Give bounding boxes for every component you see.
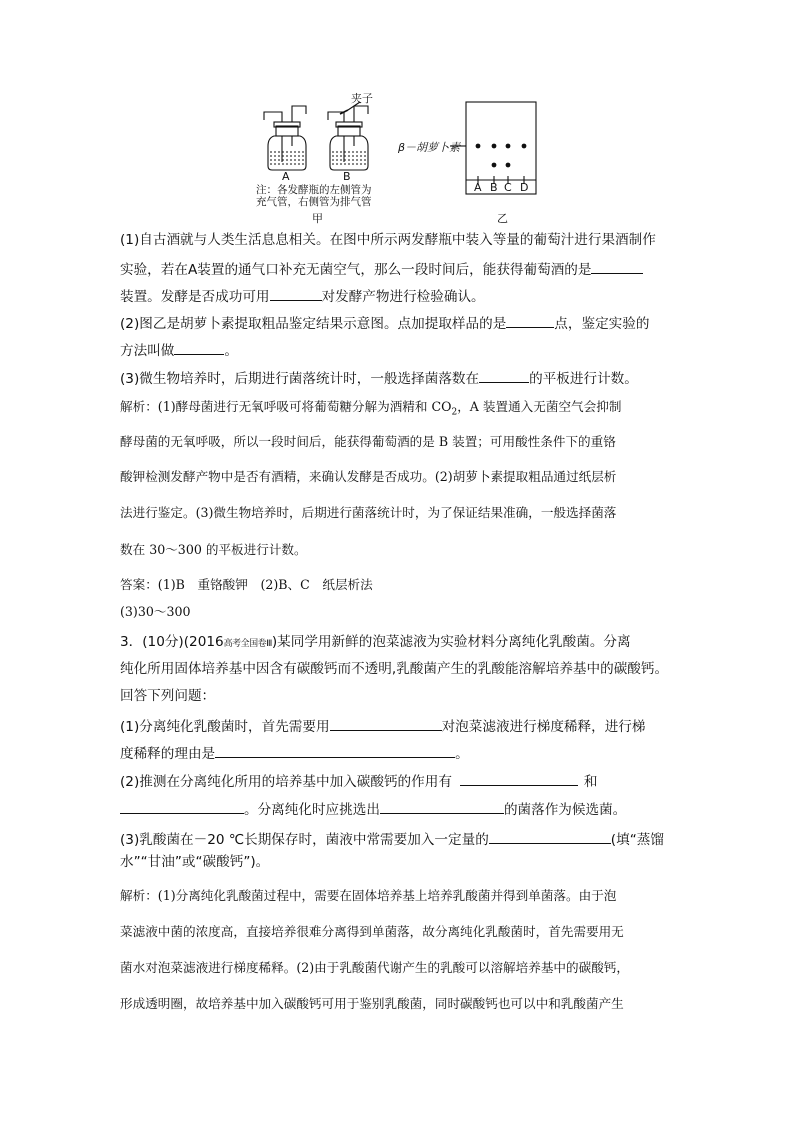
q3-line-2: 纯化所用固体培养基中因含有碳酸钙而不透明,乳酸菌产生的乳酸能溶解培养基中的碳酸钙。 — [120, 661, 669, 677]
q3-heading — [120, 632, 680, 654]
q1-line-4-text-b: 点，鉴定实验的 — [554, 316, 650, 332]
q3-line-6 — [120, 770, 680, 792]
q1-line-6 — [120, 367, 680, 389]
q1-line-2 — [120, 258, 680, 280]
q3-line-8-a: (3)乳酸菌在－20 ℃长期保存时，菌液中常需要加入一定量的 — [120, 832, 489, 848]
lane-label-d: D — [520, 181, 529, 194]
q3-line-6-b: 和 — [583, 774, 598, 790]
answer-blank — [479, 367, 529, 383]
q3-line-7-a: 。分离纯化时应挑选出 — [244, 802, 380, 818]
analysis1-line-1-a: 解析：(1)酵母菌进行无氧呼吸可将葡萄糖分解为酒精和 CO — [120, 399, 452, 414]
q3-line-4 — [120, 715, 680, 737]
beta-carotene-label: β－胡萝卜素 — [398, 141, 461, 154]
q3-line-5-a: 度稀释的理由是 — [120, 746, 216, 762]
q3-line-9: 水”“甘油”或“碳酸钙”)。 — [120, 854, 270, 870]
analysis2-line-4: 形成透明圈，故培养基中加入碳酸钙可用于鉴别乳酸菌，同时碳酸钙也可以中和乳酸菌产生 — [120, 996, 624, 1011]
clip-label: 夹子 — [351, 92, 373, 105]
answer-blank — [215, 742, 455, 758]
q1-line-2-text: 实验，若在A装置的通气口补充无菌空气，那么一段时间后，能获得葡萄酒的是 — [120, 262, 592, 278]
answer1-line-2: (3)30～300 — [120, 604, 191, 619]
figure-note — [256, 184, 396, 208]
q3-source: 高考全国卷Ⅲ — [223, 639, 272, 649]
bottle-a-label: A — [282, 170, 290, 183]
q3-heading-a: 3．(10分)(2016 — [120, 634, 224, 650]
q3-line-3: 回答下列问题： — [120, 688, 216, 704]
q3-line-4-b: 对泡菜滤液进行梯度稀释，进行梯 — [441, 719, 646, 735]
lane-label-a: A — [474, 181, 482, 194]
answer-blank — [506, 312, 554, 328]
q1-line-5-text-b: 。 — [224, 343, 238, 359]
analysis1-line-1 — [120, 397, 680, 423]
analysis1-line-5: 数在 30～300 的平板进行计数。 — [120, 542, 307, 557]
analysis2-line-3: 菌水对泡菜滤液进行梯度稀释。(2)由于乳酸菌代谢产生的乳酸可以溶解培养基中的碳酸钙， — [120, 960, 629, 975]
q1-line-6-text-a: (3)微生物培养时，后期进行菌落统计时，一般选择菌落数在 — [120, 371, 480, 387]
co2-subscript: 2 — [451, 407, 458, 418]
answer-blank — [460, 770, 578, 786]
analysis1-line-1-b: ，A 装置通入无菌空气会抑制 — [457, 399, 622, 414]
analysis1-line-2: 酵母菌的无氧呼吸，所以一段时间后，能获得葡萄酒的是 B 装置；可用酸性条件下的重铬 — [120, 434, 616, 449]
q1-line-5-text-a: 方法叫做 — [120, 343, 175, 359]
q1-line-5 — [120, 339, 680, 361]
q3-line-5 — [120, 742, 680, 764]
q3-line-6-a: (2)推测在分离纯化所用的培养基中加入碳酸钙的作用有 — [120, 774, 452, 790]
spot-c-impurity — [506, 163, 511, 168]
answer-blank — [489, 828, 611, 844]
spot-a-beta — [476, 144, 481, 149]
q1-line-4-text-a: (2)图乙是胡萝卜素提取粗品鉴定结果示意图。点加提取样品的是 — [120, 316, 507, 332]
figure-caption-b: 乙 — [497, 212, 508, 225]
answer-blank — [591, 258, 643, 274]
analysis1-line-4: 法进行鉴定。(3)微生物培养时，后期进行菌落统计时，为了保证结果准确，一般选择菌落 — [120, 505, 617, 520]
q1-line-3-text-b: 对发酵产物进行检验确认。 — [321, 289, 485, 305]
experiment-figure — [250, 92, 550, 225]
fermentation-bottle-b — [328, 102, 368, 170]
q3-line-7 — [120, 798, 680, 820]
q3-heading-b: )某同学用新鲜的泡菜滤液为实验材料分离纯化乳酸菌。分离 — [271, 634, 631, 650]
fermentation-bottle-a — [264, 106, 306, 170]
spot-d-beta — [522, 144, 527, 149]
figure-caption-a: 甲 — [312, 212, 323, 225]
answer-blank — [174, 339, 224, 355]
analysis2-line-2: 菜滤液中菌的浓度高，直接培养很难分离得到单菌落，故分离纯化乳酸菌时，首先需要用无 — [120, 924, 624, 939]
q3-line-5-b: 。 — [455, 746, 469, 762]
answer-blank — [270, 285, 322, 301]
q1-line-3-text-a: 装置。发酵是否成功可用 — [120, 289, 270, 305]
spot-b-beta — [492, 144, 497, 149]
q1-line-1: (1)自古酒就与人类生活息息相关。在图中所示两发酵瓶中装入等量的葡萄汁进行果酒制作 — [120, 232, 656, 248]
answer-blank — [330, 715, 442, 731]
lane-label-b: B — [490, 181, 498, 194]
q1-line-3 — [120, 285, 680, 307]
answer-blank — [380, 798, 504, 814]
analysis2-line-1: 解析：(1)分离纯化乳酸菌过程中，需要在固体培养基上培养乳酸菌并得到单菌落。由于泡 — [120, 888, 617, 903]
analysis1-line-3: 酸钾检测发酵产物中是否有酒精，来确认发酵是否成功。(2)胡萝卜素提取粗品通过纸层析 — [120, 469, 617, 484]
note-line-1: 注：各发酵瓶的左侧管为 — [256, 184, 372, 196]
spot-c-beta — [506, 144, 511, 149]
q1-line-4 — [120, 312, 680, 334]
q1-line-6-text-b: 的平板进行计数。 — [529, 371, 638, 387]
q3-line-7-b: 的菌落作为候选菌。 — [503, 802, 627, 818]
q3-line-8-b: (填“蒸馏 — [610, 832, 664, 848]
spot-b-impurity — [492, 163, 497, 168]
chromatography-spots — [476, 144, 527, 168]
answer1-line-1: 答案：(1)B 重铬酸钾 (2)B、C 纸层析法 — [120, 577, 373, 592]
q3-line-4-a: (1)分离纯化乳酸菌时，首先需要用 — [120, 719, 330, 735]
answer-blank — [120, 798, 244, 814]
note-line-2: 充气管，右侧管为排气管 — [256, 196, 372, 208]
q3-line-8 — [120, 828, 680, 850]
bottle-b-label: B — [343, 170, 351, 183]
lane-label-c: C — [504, 181, 512, 194]
